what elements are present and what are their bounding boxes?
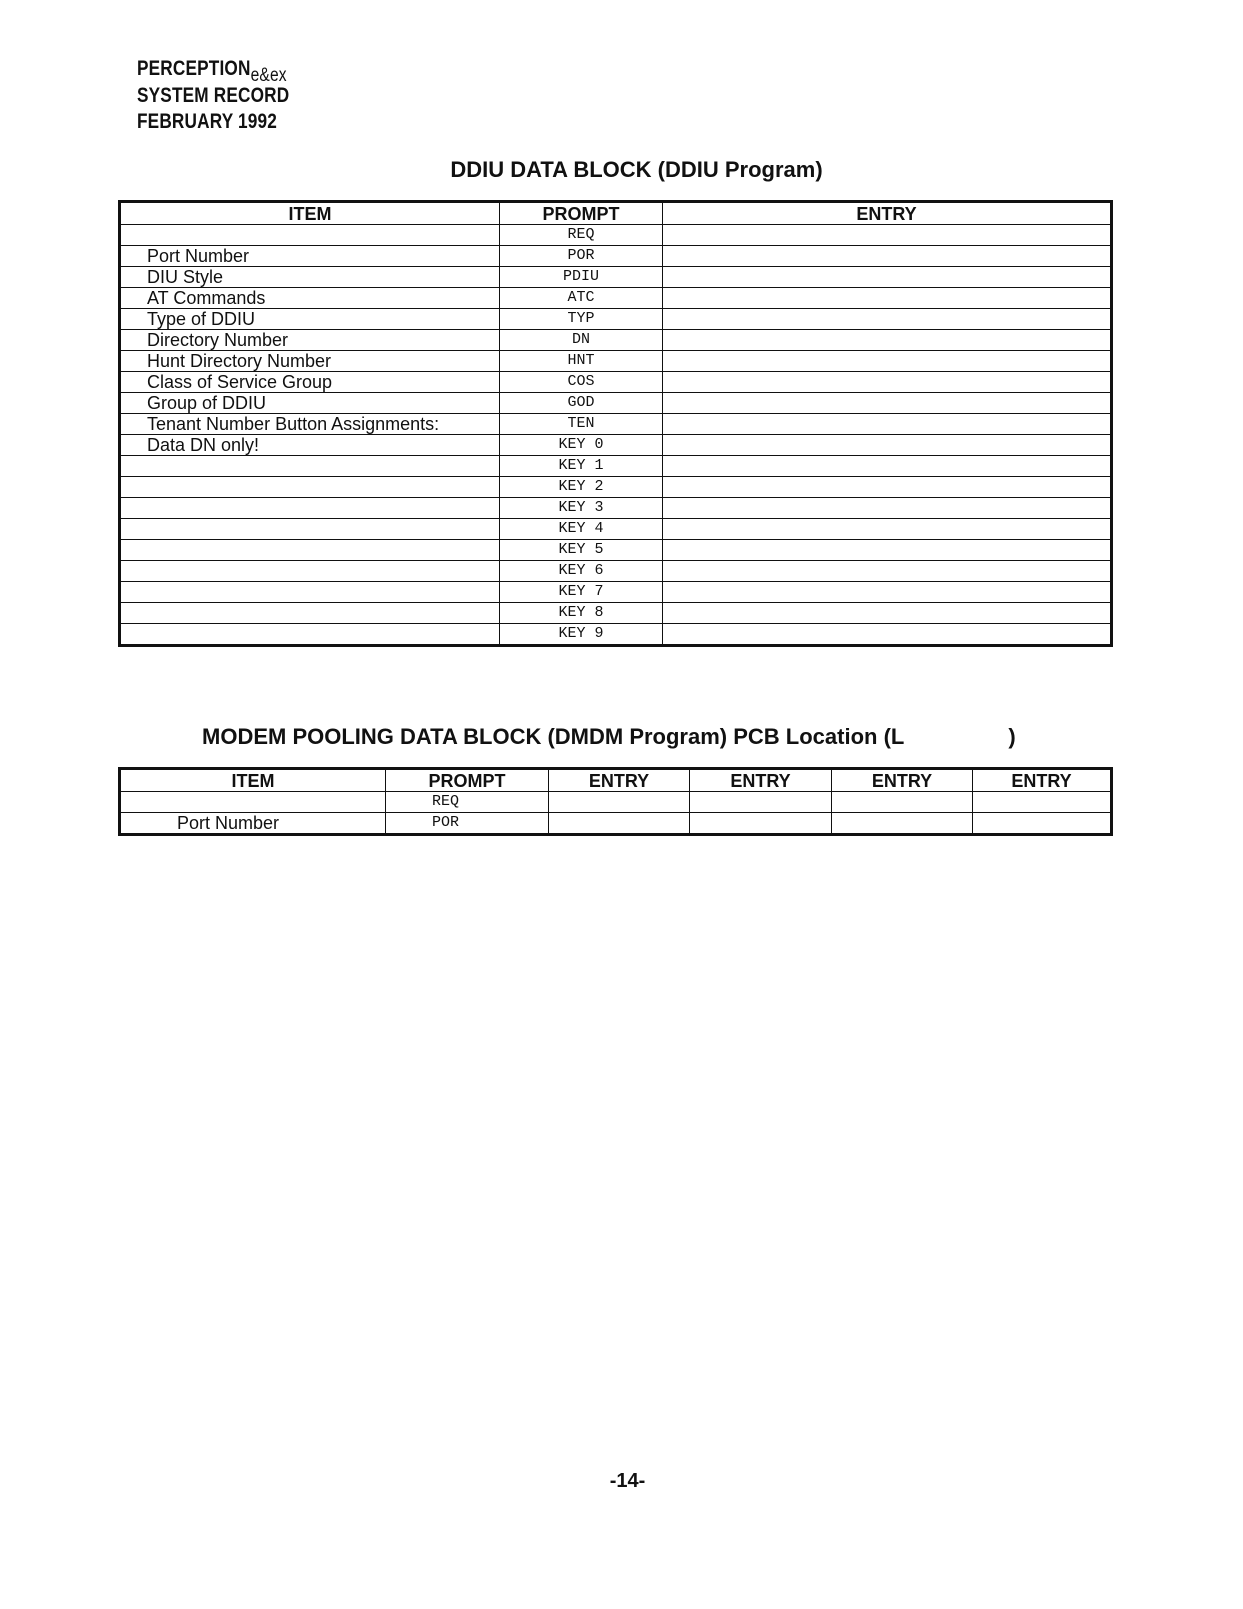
modem-section-title: MODEM POOLING DATA BLOCK (DMDM Program) PCB Location (L ): [202, 724, 1016, 749]
item-cell: DIU Style: [120, 267, 500, 288]
page-number: -14-: [609, 1470, 646, 1492]
item-cell: Port Number: [120, 813, 386, 835]
entry-field[interactable]: [663, 477, 1112, 498]
item-cell: Tenant Number Button Assignments:: [120, 414, 500, 435]
entry-field[interactable]: [663, 372, 1112, 393]
item-cell: Group of DDIU: [120, 393, 500, 414]
table-row: [120, 561, 1112, 582]
table-row: [120, 498, 1112, 519]
item-cell: AT Commands: [120, 288, 500, 309]
table-row: [120, 792, 1112, 813]
item-cell: Type of DDIU: [120, 309, 500, 330]
table-row: [120, 288, 1112, 309]
item-cell: [120, 456, 500, 477]
modem-pooling-table: [118, 767, 1113, 836]
record-type: SYSTEM RECORD: [137, 84, 290, 107]
table-row: [120, 393, 1112, 414]
entry-field[interactable]: [832, 792, 973, 813]
prompt-cell: KEY 3: [500, 498, 663, 519]
entry-field[interactable]: [663, 540, 1112, 561]
item-cell: [120, 582, 500, 603]
prompt-cell: TYP: [500, 309, 663, 330]
item-cell: [120, 624, 500, 646]
modem-header-row: [120, 769, 1112, 792]
entry-field[interactable]: [973, 792, 1112, 813]
prompt-cell: COS: [500, 372, 663, 393]
prompt-cell: KEY 6: [500, 561, 663, 582]
table-row: [120, 477, 1112, 498]
prompt-cell: REQ: [500, 225, 663, 246]
column-header-item: ITEM: [120, 202, 500, 225]
prompt-cell: POR: [386, 813, 549, 835]
item-cell: Data DN only!: [120, 435, 500, 456]
entry-field[interactable]: [663, 225, 1112, 246]
entry-field[interactable]: [663, 309, 1112, 330]
entry-field[interactable]: [973, 813, 1112, 835]
table-row: [120, 624, 1112, 646]
item-cell: [120, 792, 386, 813]
prompt-cell: KEY 9: [500, 624, 663, 646]
item-cell: [120, 477, 500, 498]
item-cell: [120, 519, 500, 540]
item-cell: [120, 561, 500, 582]
column-header-prompt: PROMPT: [500, 202, 663, 225]
item-cell: [120, 225, 500, 246]
table-row: [120, 225, 1112, 246]
prompt-cell: DN: [500, 330, 663, 351]
entry-field[interactable]: [690, 792, 832, 813]
prompt-cell: GOD: [500, 393, 663, 414]
entry-field[interactable]: [663, 435, 1112, 456]
table-row: [120, 519, 1112, 540]
table-row: [120, 813, 1112, 835]
prompt-cell: KEY 7: [500, 582, 663, 603]
entry-field[interactable]: [549, 813, 690, 835]
entry-field[interactable]: [663, 288, 1112, 309]
table-row: [120, 330, 1112, 351]
table-row: [120, 603, 1112, 624]
prompt-cell: KEY 5: [500, 540, 663, 561]
entry-field[interactable]: [663, 414, 1112, 435]
prompt-cell: KEY 1: [500, 456, 663, 477]
table-row: [120, 372, 1112, 393]
column-header-entry: ENTRY: [690, 769, 832, 792]
entry-field[interactable]: [663, 351, 1112, 372]
item-cell: [120, 540, 500, 561]
column-header-entry: ENTRY: [973, 769, 1112, 792]
document-header: [137, 56, 289, 135]
table-row: [120, 414, 1112, 435]
table-row: [120, 435, 1112, 456]
table-row: [120, 246, 1112, 267]
prompt-cell: REQ: [386, 792, 549, 813]
item-cell: Port Number: [120, 246, 500, 267]
ddiu-section-title: DDIU DATA BLOCK (DDIU Program): [450, 157, 823, 182]
entry-field[interactable]: [663, 561, 1112, 582]
prompt-cell: KEY 2: [500, 477, 663, 498]
entry-field[interactable]: [663, 393, 1112, 414]
entry-field[interactable]: [832, 813, 973, 835]
item-cell: [120, 498, 500, 519]
table-row: [120, 582, 1112, 603]
table-row: [120, 351, 1112, 372]
entry-field[interactable]: [663, 246, 1112, 267]
entry-field[interactable]: [549, 792, 690, 813]
column-header-entry: ENTRY: [663, 202, 1112, 225]
entry-field[interactable]: [690, 813, 832, 835]
prompt-cell: KEY 8: [500, 603, 663, 624]
prompt-cell: ATC: [500, 288, 663, 309]
ddiu-header-row: [120, 202, 1112, 225]
prompt-cell: POR: [500, 246, 663, 267]
entry-field[interactable]: [663, 519, 1112, 540]
table-row: [120, 309, 1112, 330]
prompt-cell: PDIU: [500, 267, 663, 288]
entry-field[interactable]: [663, 603, 1112, 624]
column-header-entry: ENTRY: [832, 769, 973, 792]
entry-field[interactable]: [663, 582, 1112, 603]
prompt-cell: KEY 4: [500, 519, 663, 540]
ddiu-data-table: [118, 200, 1113, 647]
item-cell: Directory Number: [120, 330, 500, 351]
prompt-cell: TEN: [500, 414, 663, 435]
entry-field[interactable]: [663, 456, 1112, 477]
column-header-prompt: PROMPT: [386, 769, 549, 792]
entry-field[interactable]: [663, 498, 1112, 519]
item-cell: Hunt Directory Number: [120, 351, 500, 372]
table-row: [120, 456, 1112, 477]
prompt-cell: KEY 0: [500, 435, 663, 456]
item-cell: [120, 603, 500, 624]
column-header-item: ITEM: [120, 769, 386, 792]
table-row: [120, 267, 1112, 288]
item-cell: Class of Service Group: [120, 372, 500, 393]
table-row: [120, 540, 1112, 561]
product-name: PERCEPTIONe&ex: [137, 57, 287, 86]
prompt-cell: HNT: [500, 351, 663, 372]
entry-field[interactable]: [663, 330, 1112, 351]
column-header-entry: ENTRY: [549, 769, 690, 792]
entry-field[interactable]: [663, 267, 1112, 288]
record-date: FEBRUARY 1992: [137, 110, 277, 133]
entry-field[interactable]: [663, 624, 1112, 646]
